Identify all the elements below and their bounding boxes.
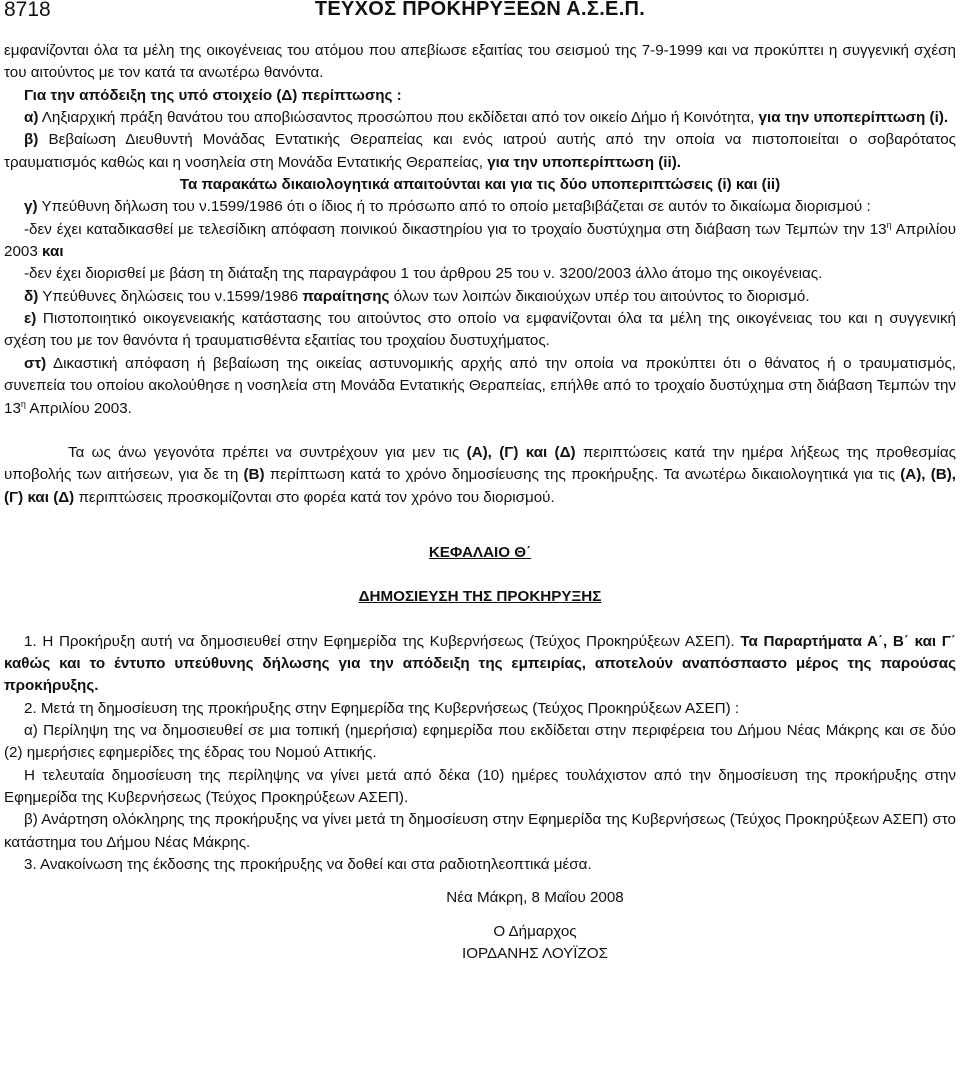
text: περιπτώσεις κατά την ημέρα λήξεως της προθεσμίας υποβολής των αιτήσεων, για δε τη [4, 443, 957, 484]
item-text: Ληξιαρχική πράξη θανάτου του αποβιώσαντος προσώπου που εκδίδεται από τον οικείο Δήμο ή Κοινότητα, [38, 109, 759, 127]
paragraph-proof-d-heading: Για την απόδειξη της υπό στοιχείο (Δ) περίπτωσης : [24, 86, 402, 104]
item-text: Δικαστική απόφαση ή βεβαίωση της οικείας αστυνομικής αρχής από την οποία να προκύπτει ότι ο θάνατος ή ο τραυματισμός, συνεπεία του οποίου ακολούθησε η νοσηλεία στη Μονάδα Εντατικής Θεραπείας, επήλθε από το τροχαίο δυστύχημα στη διάβαση Τεμπών την 13 [4, 354, 956, 417]
bold-cases: (Α), (Γ) και (Δ) [466, 443, 576, 461]
spacer [4, 509, 956, 531]
signature-place-date: Νέα Μάκρη, 8 Μαΐου 2008 [446, 889, 624, 907]
bold-cases: (Α), (Β), (Γ) και (Δ) [4, 466, 956, 506]
paragraph-not-appointed: -δεν έχει διορισθεί με βάση τη διάταξη της παραγράφου 1 του άρθρου 25 του ν. 3200/2003 άλλο άτομο της οικογένειας. [24, 265, 823, 283]
text: Τα ως άνω γεγονότα πρέπει να συντρέχουν για μεν τις [68, 443, 467, 461]
paragraph-both-subcases: Τα παρακάτω δικαιολογητικά απαιτούνται και για τις δύο υποπεριπτώσεις (i) και (ii) [179, 176, 781, 194]
item-text: Υπεύθυνες δηλώσεις του ν.1599/1986 [38, 287, 303, 305]
publication-item-2: 2. Μετά τη δημοσίευση της προκήρυξης στην Εφημερίδα της Κυβερνήσεως (Τεύχος Προκηρύξεων ΑΣΕΠ) : [24, 699, 740, 717]
item-bold-text: για την υποπερίπτωση (ii). [487, 153, 681, 171]
item-label: α) [24, 109, 39, 127]
paragraph-item-c [4, 196, 956, 218]
superscript: η [20, 398, 26, 409]
spacer [4, 531, 956, 542]
publication-item-2b: β) Ανάρτηση ολόκληρης της προκήρυξης να γίνει μετά τη δημοσίευση στην Εφημερίδα της Κυβερνήσεως (Τεύχος Προκηρύξεων ΑΣΕΠ) στο κατάστημα του Δήμου Νέας Μάκρης. [4, 811, 956, 851]
item-text-cont: Απριλίου 2003. [25, 399, 132, 417]
spacer [4, 910, 956, 921]
bold-text: Τα Παραρτήματα Α΄, Β΄ και Γ΄ καθώς και το έντυπο υπεύθυνης δήλωσης για την απόδειξη της εμπειρίας, αποτελούν αναπόσπαστο μέρος της παρούσας προκήρυξης. [4, 632, 956, 695]
publication-item-1 [4, 631, 956, 698]
dash-text-cont: Απριλίου 2003 [4, 220, 956, 261]
item-label: δ) [24, 287, 39, 305]
bold-cases: (Β) [243, 466, 265, 484]
item-label: γ) [24, 198, 38, 216]
publication-item-2a-last: Η τελευταία δημοσίευση της περίληψης να γίνει μετά από δέκα (10) ημέρες τουλάχιστον από την δημοσίευση της προκήρυξης στην Εφημερίδα της Κυβερνήσεως (Τεύχος Προκηρύξεων ΑΣΕΠ). [4, 766, 956, 806]
spacer [4, 564, 956, 586]
text: περιπτώσεις προσκομίζονται στο φορέα κατά τον χρόνο του διορισμού. [74, 488, 555, 506]
page-number: 8718 [4, 0, 51, 21]
item-label: ε) [24, 310, 37, 328]
paragraph-not-convicted [4, 219, 956, 264]
issue-title: ΤΕΥΧΟΣ ΠΡΟΚΗΡΥΞΕΩΝ Α.Σ.Ε.Π. [314, 0, 646, 20]
publication-item-2a: α) Περίληψη της να δημοσιευθεί σε μια τοπική (ημερήσια) εφημερίδα που εκδίδεται στην περιφέρεια του Δήμου Νέας Μάκρης και σε δύο (2) ημερήσιες εφημερίδες της έδρας του Νομού Αττικής. [4, 721, 956, 762]
chapter-title: ΚΕΦΑΛΑΙΟ Θ΄ [428, 543, 532, 561]
spacer [4, 609, 956, 631]
paragraph-conditions [4, 442, 956, 509]
publication-item-3: 3. Ανακοίνωση της έκδοσης της προκήρυξης να δοθεί και στα ραδιοτηλεοπτικά μέσα. [24, 856, 592, 873]
item-bold-text: παραίτησης [302, 287, 390, 305]
paragraph-item-b [4, 129, 956, 174]
text: περίπτωση κατά το χρόνο δημοσίευσης της προκήρυξης. Τα ανωτέρω δικαιολογητικά για τις [264, 466, 901, 484]
signature-role: Ο Δήμαρχος [493, 922, 577, 940]
spacer [4, 420, 956, 442]
item-bold-text: για την υποπερίπτωση (i). [758, 109, 949, 127]
superscript: η [886, 219, 892, 230]
bold-and: και [42, 243, 64, 261]
text: 1. Η Προκήρυξη αυτή να δημοσιευθεί στην Εφημερίδα της Κυβερνήσεως (Τεύχος Προκηρύξεων ΑΣΕΠ). [24, 632, 741, 650]
paragraph-item-e [4, 308, 956, 353]
paragraph-family-members: εμφανίζονται όλα τα μέλη της οικογένειας του ατόμου που απεβίωσε εξαιτίας του σεισμού της 7-9-1999 και να προκύπτει η συγγενική σχέση του αιτούντος με τον κατά τα ανωτέρω θανόντα. [4, 42, 956, 82]
paragraph-item-a [4, 107, 956, 129]
dash-text: -δεν έχει καταδικασθεί με τελεσίδικη απόφαση ποινικού δικαστηρίου για το τροχαίο δυστύχημα στη διάβαση των Τεμπών την 13 [24, 220, 887, 238]
item-label: β) [24, 131, 39, 149]
item-text-cont: όλων των λοιπών δικαιούχων υπέρ του αιτούντος το διορισμό. [389, 287, 810, 305]
spacer [4, 876, 956, 887]
signature-name: ΙΟΡΔΑΝΗΣ ΛΟΥΪΖΟΣ [462, 945, 608, 963]
document-body [4, 40, 956, 965]
chapter-subtitle: ΔΗΜΟΣΙΕΥΣΗ ΤΗΣ ΠΡΟΚΗΡΥΞΗΣ [358, 588, 602, 606]
item-text: Πιστοποιητικό οικογενειακής κατάστασης του αιτούντος στο οποίο να εμφανίζονται όλα τα μέλη της οικογένειας του και η συγγενική σχέση του με τον θανόντα ή τραυματισθέντα εξαιτίας του τροχαίου δυστυχήματος. [4, 310, 956, 350]
item-label: στ) [24, 354, 47, 372]
page-header [0, 0, 960, 24]
item-text: Υπεύθυνη δήλωση του ν.1599/1986 ότι ο ίδιος ή το πρόσωπο από το οποίο μεταβιβάζεται σε αυτόν το δικαίωμα διορισμού : [37, 198, 871, 216]
paragraph-item-f [4, 353, 956, 420]
paragraph-item-d [4, 286, 956, 308]
item-text: Βεβαίωση Διευθυντή Μονάδας Εντατικής Θεραπείας και ενός ιατρού αυτής από την οποία να πιστοποιείται ο σοβαρότατος τραυματισμός καθώς και η νοσηλεία στη Μονάδα Εντατικής Θεραπείας, [4, 131, 956, 171]
